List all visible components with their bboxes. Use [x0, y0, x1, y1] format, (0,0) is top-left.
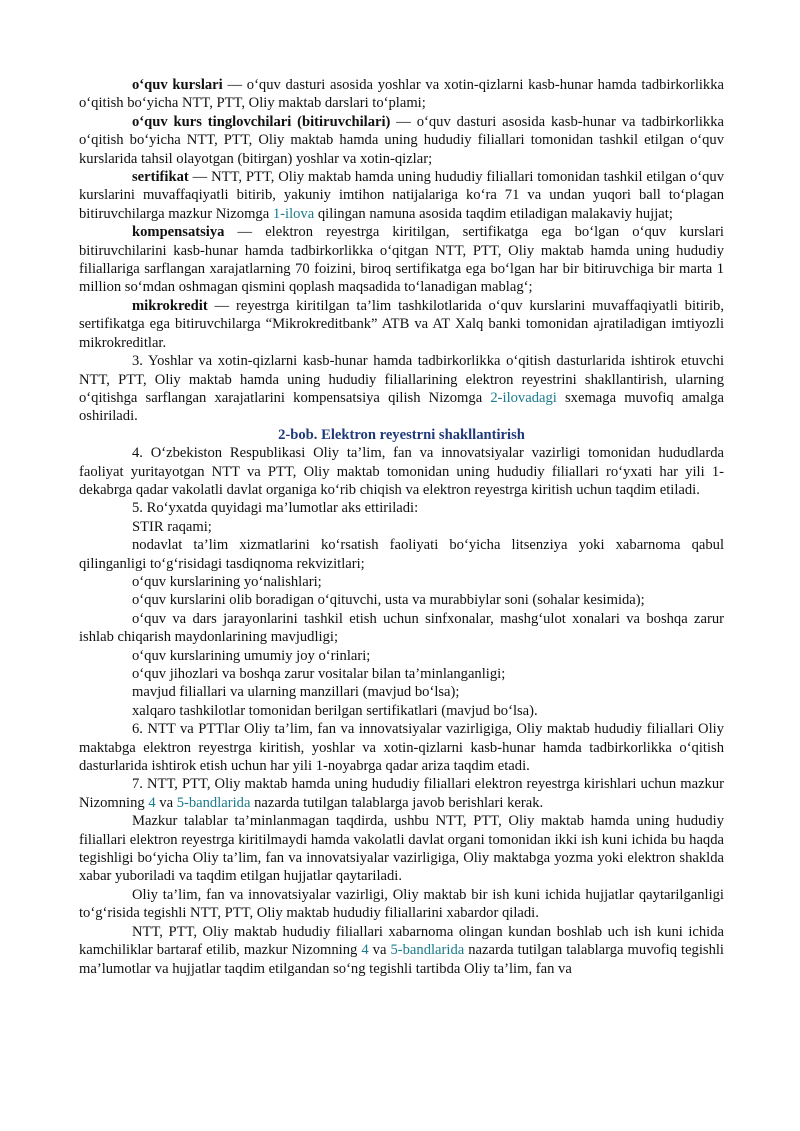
definition-term: o‘quv kurslari: [132, 77, 223, 93]
definition-text: — o‘quv dasturi asosida kasb-hunar va tadbirkorlikka o‘qitish bo‘yicha NTT, PTT, Oliy maktab hamda uning hududiy filiallari tomonidan tashkil etilgan o‘quv kurslarida tahsil olayotgan (bitirgan) yoshlar va xotin-qizlar;: [79, 113, 724, 167]
definition-term: sertifikat: [132, 169, 189, 186]
definition-sertifikat: [79, 168, 724, 223]
clause-text: nazarda tutilgan talablarga muvofiq tegishli ma’lumotlar va hujjatlar taqdim etilgandan so‘ng tegishli tartibda Oliy ta’lim, fan va: [79, 942, 724, 977]
paragraph-vazirlik: Oliy ta’lim, fan va innovatsiyalar vazirligi, Oliy maktab bir ish kuni ichida hujjatlar qaytarilganligi to‘g‘risida tegishli NTT, PTT, Oliy maktab hududiy filiallarini xabardor qiladi.: [79, 886, 724, 922]
definition-kompensatsiya: [79, 223, 724, 297]
list-item-stir: STIR raqami;: [132, 518, 212, 535]
definition-term: o‘quv kurs tinglovchilari (bitiruvchilari): [132, 113, 391, 130]
list-item-litsenziya: nodavlat ta’lim xizmatlarini ko‘rsatish faoliyati bo‘yicha litsenziya yoki xabarnoma qabul qilinganligi to‘g‘risidagi tasdiqnoma rekvizitlari;: [79, 537, 724, 572]
clause-7: [79, 775, 724, 812]
list-item-sertifikatlar: xalqaro tashkilotlar tomonidan berilgan sertifikatlari (mavjud bo‘lsa).: [132, 702, 538, 719]
link-band-4[interactable]: 4: [361, 942, 369, 959]
definition-text: — reyestrga kiritilgan ta’lim tashkilotlarida o‘quv kurslarini muvaffaqiyatli bitirib, sertifikatga ega bitiruvchilarga “Mikrokreditbank” ATB va AT Xalq banki tomonidan ajratiladigan imtiyozli mikrokreditlar.: [79, 297, 724, 351]
definition-oquv-kurs-tinglovchilari: [79, 113, 724, 168]
clause-text: 3. Yoshlar va xotin-qizlarni kasb-hunar hamda tadbirkorlikka o‘qitish dasturlarida ishtirok etuvchi NTT, PTT, Oliy maktab hamda uning hududiy filiallarining elektron reyestrini shakllantirish, ularning o‘qitishga sarflangan xarajatlarini kompensatsiya qilish Nizomga: [79, 353, 724, 406]
link-band-4[interactable]: 4: [148, 794, 156, 811]
list-item-joy-orinlari: o‘quv kurslarining umumiy joy o‘rinlari;: [132, 647, 371, 664]
link-band-5[interactable]: 5-bandlarida: [176, 794, 251, 811]
definition-oquv-kurslari: [79, 76, 724, 113]
list-item-yonalishlar: o‘quv kurslarining yo‘nalishlari;: [132, 573, 322, 590]
chapter-title: 2-bob. Elektron reyestrni shakllantirish: [278, 426, 525, 443]
link-1-ilova[interactable]: 1-ilova: [272, 205, 315, 222]
clause-3: [79, 352, 724, 426]
clause-text: 7. NTT, PTT, Oliy maktab hamda uning hududiy filiallari elektron reyestrga kirishlari uchun mazkur Nizomning: [79, 776, 724, 811]
list-item-sinfxonalar: o‘quv va dars jarayonlarini tashkil etish uchun sinfxonalar, mashg‘ulot xonalari va boshqa zarur ishlab chiqarish maydonlarining mavjudligi;: [79, 610, 724, 646]
definition-text: — NTT, PTT, Oliy maktab hamda uning hududiy filiallari tomonidan tashkil etilgan o‘quv kurslarini muvaffaqiyatli bitirib, yakuniy imtihon natijalariga ko‘ra 71 va undan yuqori ball to‘plagan bitiruvchilarga mazkur Nizomga: [79, 169, 724, 222]
definition-mikrokredit: [79, 297, 724, 352]
link-2-ilovadagi[interactable]: 2-ilovadagi: [490, 389, 557, 406]
paragraph-xabarnoma: [79, 923, 724, 978]
clause-text: NTT, PTT, Oliy maktab hududiy filiallari xabarnoma olingan kundan boshlab uch ish kuni ichida kamchiliklar bartaraf etilib, mazkur Nizomning: [79, 923, 724, 959]
list-item-oqituvchilar: o‘quv kurslarini olib boradigan o‘qituvchi, usta va murabbiylar soni (sohalar kesimida);: [132, 592, 645, 609]
list-item-jihozlar: o‘quv jihozlari va boshqa zarur vositalar bilan ta’minlanganligi;: [132, 666, 506, 682]
clause-text: va: [368, 942, 391, 959]
definition-text: — elektron reyestrga kiritilgan, sertifikatga ega bo‘lgan o‘quv kurslari bitiruvchilarini kasb-hunar hamda tadbirkorlikka o‘qitgan NTT, PTT, Oliy maktab hamda uning hududiy filiallariga sarflangan xarajatlarning 70 foizini, biroq sertifikatga ega bo‘lgan har bir bitiruvchiga bir marta 1 million so‘mdan oshmagan qismini qoplash maqsadida to‘lanadigan mablag‘;: [79, 224, 724, 296]
definition-term: mikrokredit: [132, 297, 208, 314]
list-item-filiallar: mavjud filiallari va ularning manzillari (mavjud bo‘lsa);: [132, 684, 460, 701]
link-band-5[interactable]: 5-bandlarida: [390, 942, 465, 959]
document-page: [79, 76, 724, 978]
definition-term: kompensatsiya: [132, 224, 225, 241]
definition-text: qilingan namuna asosida taqdim etiladigan malakaviy hujjat;: [314, 205, 673, 222]
clause-text: nazarda tutilgan talablarga javob berishlari kerak.: [250, 794, 544, 811]
clause-text: va: [155, 794, 177, 811]
clause-6: 6. NTT va PTTlar Oliy ta’lim, fan va innovatsiyalar vazirligiga, Oliy maktab hududiy filiallari Oliy maktabga elektron reyestrga kiritish, yoshlar va xotin-qizlarni kasb-hunar hamda tadbirkorlikka o‘qitish dasturlarida ishtirok etish uchun har yili 1-noyabrga qadar ariza taqdim etadi.: [79, 721, 724, 775]
clause-text: sxemaga muvofiq amalga oshiriladi.: [79, 389, 724, 425]
clause-5: 5. Ro‘yxatda quyidagi ma’lumotlar aks ettiriladi:: [132, 500, 419, 517]
paragraph-talablar: Mazkur talablar ta’minlanmagan taqdirda, ushbu NTT, PTT, Oliy maktab hamda uning hududiy filiallari elektron reyestrga kiritilmaydi hamda vakolatli davlat organi tomonidan ikki ish kuni ichida bu haqda tegishligi bo‘yicha Oliy ta’lim, fan va innovatsiyalar vazirligiga, Oliy maktabga yozma yoki elektron shaklda xabar yuboriladi va taqdim etilgan hujjatlar qaytariladi.: [79, 813, 724, 885]
clause-4: 4. O‘zbekiston Respublikasi Oliy ta’lim, fan va innovatsiyalar vazirligi tomonidan hududlarda faoliyat yuritayotgan NTT va PTT, Oliy maktab tomonidan uning hududiy filiallari ro‘yxati har yili 1-dekabrga qadar vakolatli davlat organiga ko‘rib chiqish va elektron reyestrga kiritish uchun taqdim etiladi.: [79, 445, 724, 498]
definition-text: — o‘quv dasturi asosida yoshlar va xotin-qizlarni kasb-hunar hamda tadbirkorlikka o‘qitish bo‘yicha NTT, PTT, Oliy maktab darslari to‘plami;: [79, 77, 724, 112]
